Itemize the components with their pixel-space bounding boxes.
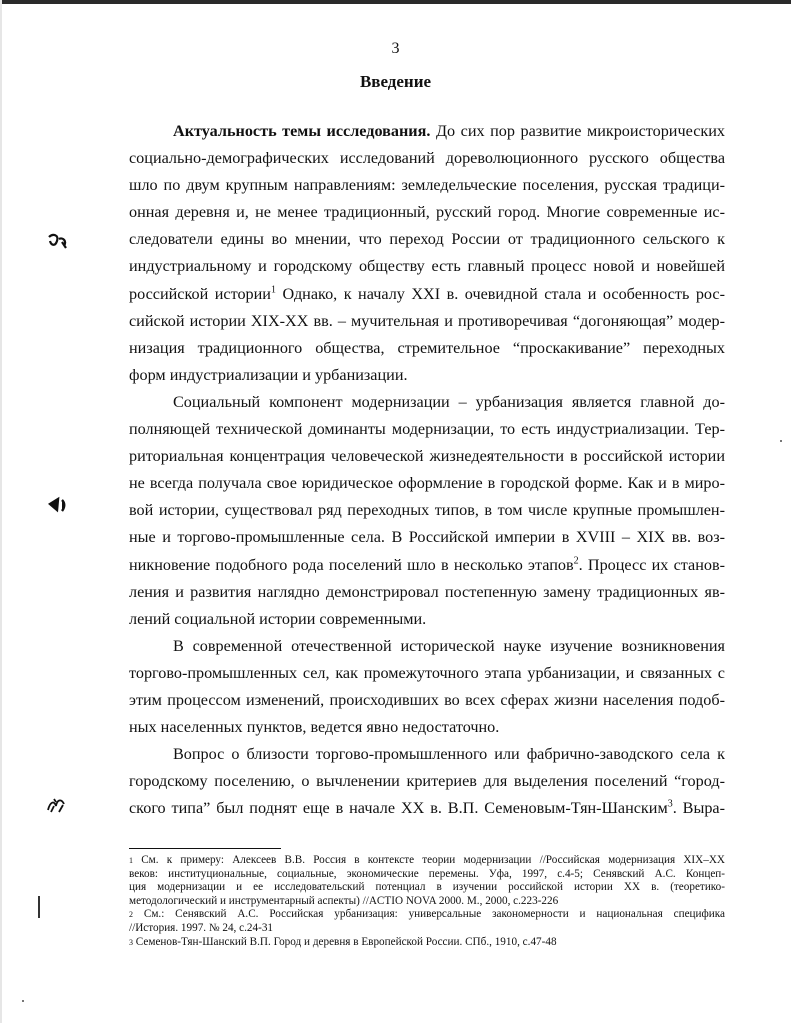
text-line: не всегда получала свое юридическое оформление в городской форме. Как и в миро- [129,474,725,493]
scan-artifact-bar [38,896,40,918]
text-line: полняющей технической доминанты модернизации, то есть индустриализации. Тер- [129,420,725,439]
footnote-line: $^2$ См.: Сенявский А.С. Российская урбанизация: универсальные закономерности и национальная специфика [129,908,725,921]
text-line: вой истории, существовал ряд переходных типов, в том числе крупные промышлен- [129,501,725,520]
scan-dust [780,440,782,442]
text-line: ского типа” был поднят еще в начале XX в. В.П. Семеновым-Тян-Шанским$^3$. Выра- [129,798,725,818]
text-line: индустриальному и городскому обществу есть главный процесс новой и новейшей [129,257,725,276]
page-number: 3 [391,40,400,57]
text-line: этим процессом изменений, происходивших во всех сферах жизни населения подоб- [129,690,725,709]
footnote-line: методологический и инструментарный аспекты) //ACTIO NOVA 2000. М., 2000, с.223-226 [129,894,559,907]
binder-hole-mark-3 [45,796,69,816]
binder-hole-mark-1 [47,233,69,251]
footnote-divider [129,848,281,849]
text-line: Социальный компонент модернизации – урбанизация является главной до- [173,392,725,411]
paragraph-relevance [129,118,725,389]
footnote-line: веков: институциональные, социальные, экономические перемены. Уфа, 1997, с.4-5; Сенявский А.С. Концеп- [129,867,725,880]
footnote-1 [129,854,725,908]
footnote-number: 3 [129,937,133,947]
binder-hole-mark-icon [48,496,70,519]
binder-hole-mark-icon [47,233,69,256]
paragraph-state-of-research [129,633,725,741]
text-line: ления и развития наглядно демонстрировал постепенную замену традиционных яв- [129,582,725,601]
text-line: онная деревня и, не менее традиционный, русский город. Многие современные ис- [129,203,725,222]
footnote-number: 2 [129,910,133,920]
text-line: Вопрос о близости торгово-промышленного или фабрично-заводского села к [173,745,725,764]
text-line: сийской истории XIX-XX вв. – мучительная и противоречивая “догоняющая” модер- [129,311,725,330]
text-line: Актуальность темы исследования. До сих пор развитие микроисторических [173,122,725,140]
footnote-ref-2[interactable]: 2 [573,555,579,567]
text-line: лений социальной истории современными. [129,609,427,628]
text-line: форм индустриализации и урбанизации. [129,365,408,384]
scan-left-edge [0,0,2,1023]
text-line: социально-демографических исследований дореволюционного русского общества [129,149,725,168]
text-line: никновение подобного рода поселений шло в несколько этапов$^2$. Процесс их станов- [129,555,725,574]
text-line: В современной отечественной исторической науке изучение возникновения [173,636,725,655]
page-title: Введение [359,72,432,91]
footnote-ref-3[interactable]: 3 [667,798,673,810]
footnote-line: ция модернизации и ее исследовательский потенциал в изучении российской истории XX в. (теоретико- [129,881,725,894]
footnote-number: 1 [129,856,133,865]
scan-dust [22,1000,24,1002]
text-line: риториальная концентрация человеческой жизнедеятельности в российской истории [129,447,725,466]
footnote-line: $^3$ Семенов-Тян-Шанский В.П. Город и деревня в Европейской России. СПб., 1910, с.47-48 [129,935,557,948]
relevance-heading: Актуальность темы исследования. [173,122,431,140]
text-line: следователи едины во мнении, что переход России от традиционного сельского к [129,230,725,249]
footnote-2 [129,908,725,935]
text-line: российской истории$^1$ Однако, к началу XXI в. очевидной стала и особенность рос- [129,284,725,303]
paragraph-urbanization [129,389,725,633]
text-line: городскому поселению, о вычленении критериев для выделения поселений “город- [129,772,725,791]
footnotes [129,854,725,949]
paragraph-question [129,741,725,822]
footnote-ref-1[interactable]: 1 [270,284,276,296]
text-line: ные и торгово-промышленные села. В Российской империи в XVIII – XIX вв. воз- [129,528,725,547]
footnote-line: $^1$ См. к примеру: Алексеев В.В. Россия в контексте теории модернизации //Российская модернизация XIX–XX [129,854,725,866]
binder-hole-mark-2 [48,496,70,514]
footnote-3 [129,936,725,950]
text-line: низация традиционного общества, стремительное “проскакивание” переходных [129,338,725,357]
scan-top-border [0,0,791,4]
text-line: шло по двум крупным направлениям: земледельческие поселения, русская традици- [129,176,725,195]
footnote-line: //История. 1997. № 24, с.24-31 [129,921,274,934]
text-line: торгово-промышленных сел, как промежуточного этапа урбанизации, и связанных с [129,663,725,682]
main-text [129,118,725,822]
binder-hole-mark-icon [45,796,69,821]
text-line: ных населенных пунктов, ведется явно недостаточно. [129,718,500,737]
